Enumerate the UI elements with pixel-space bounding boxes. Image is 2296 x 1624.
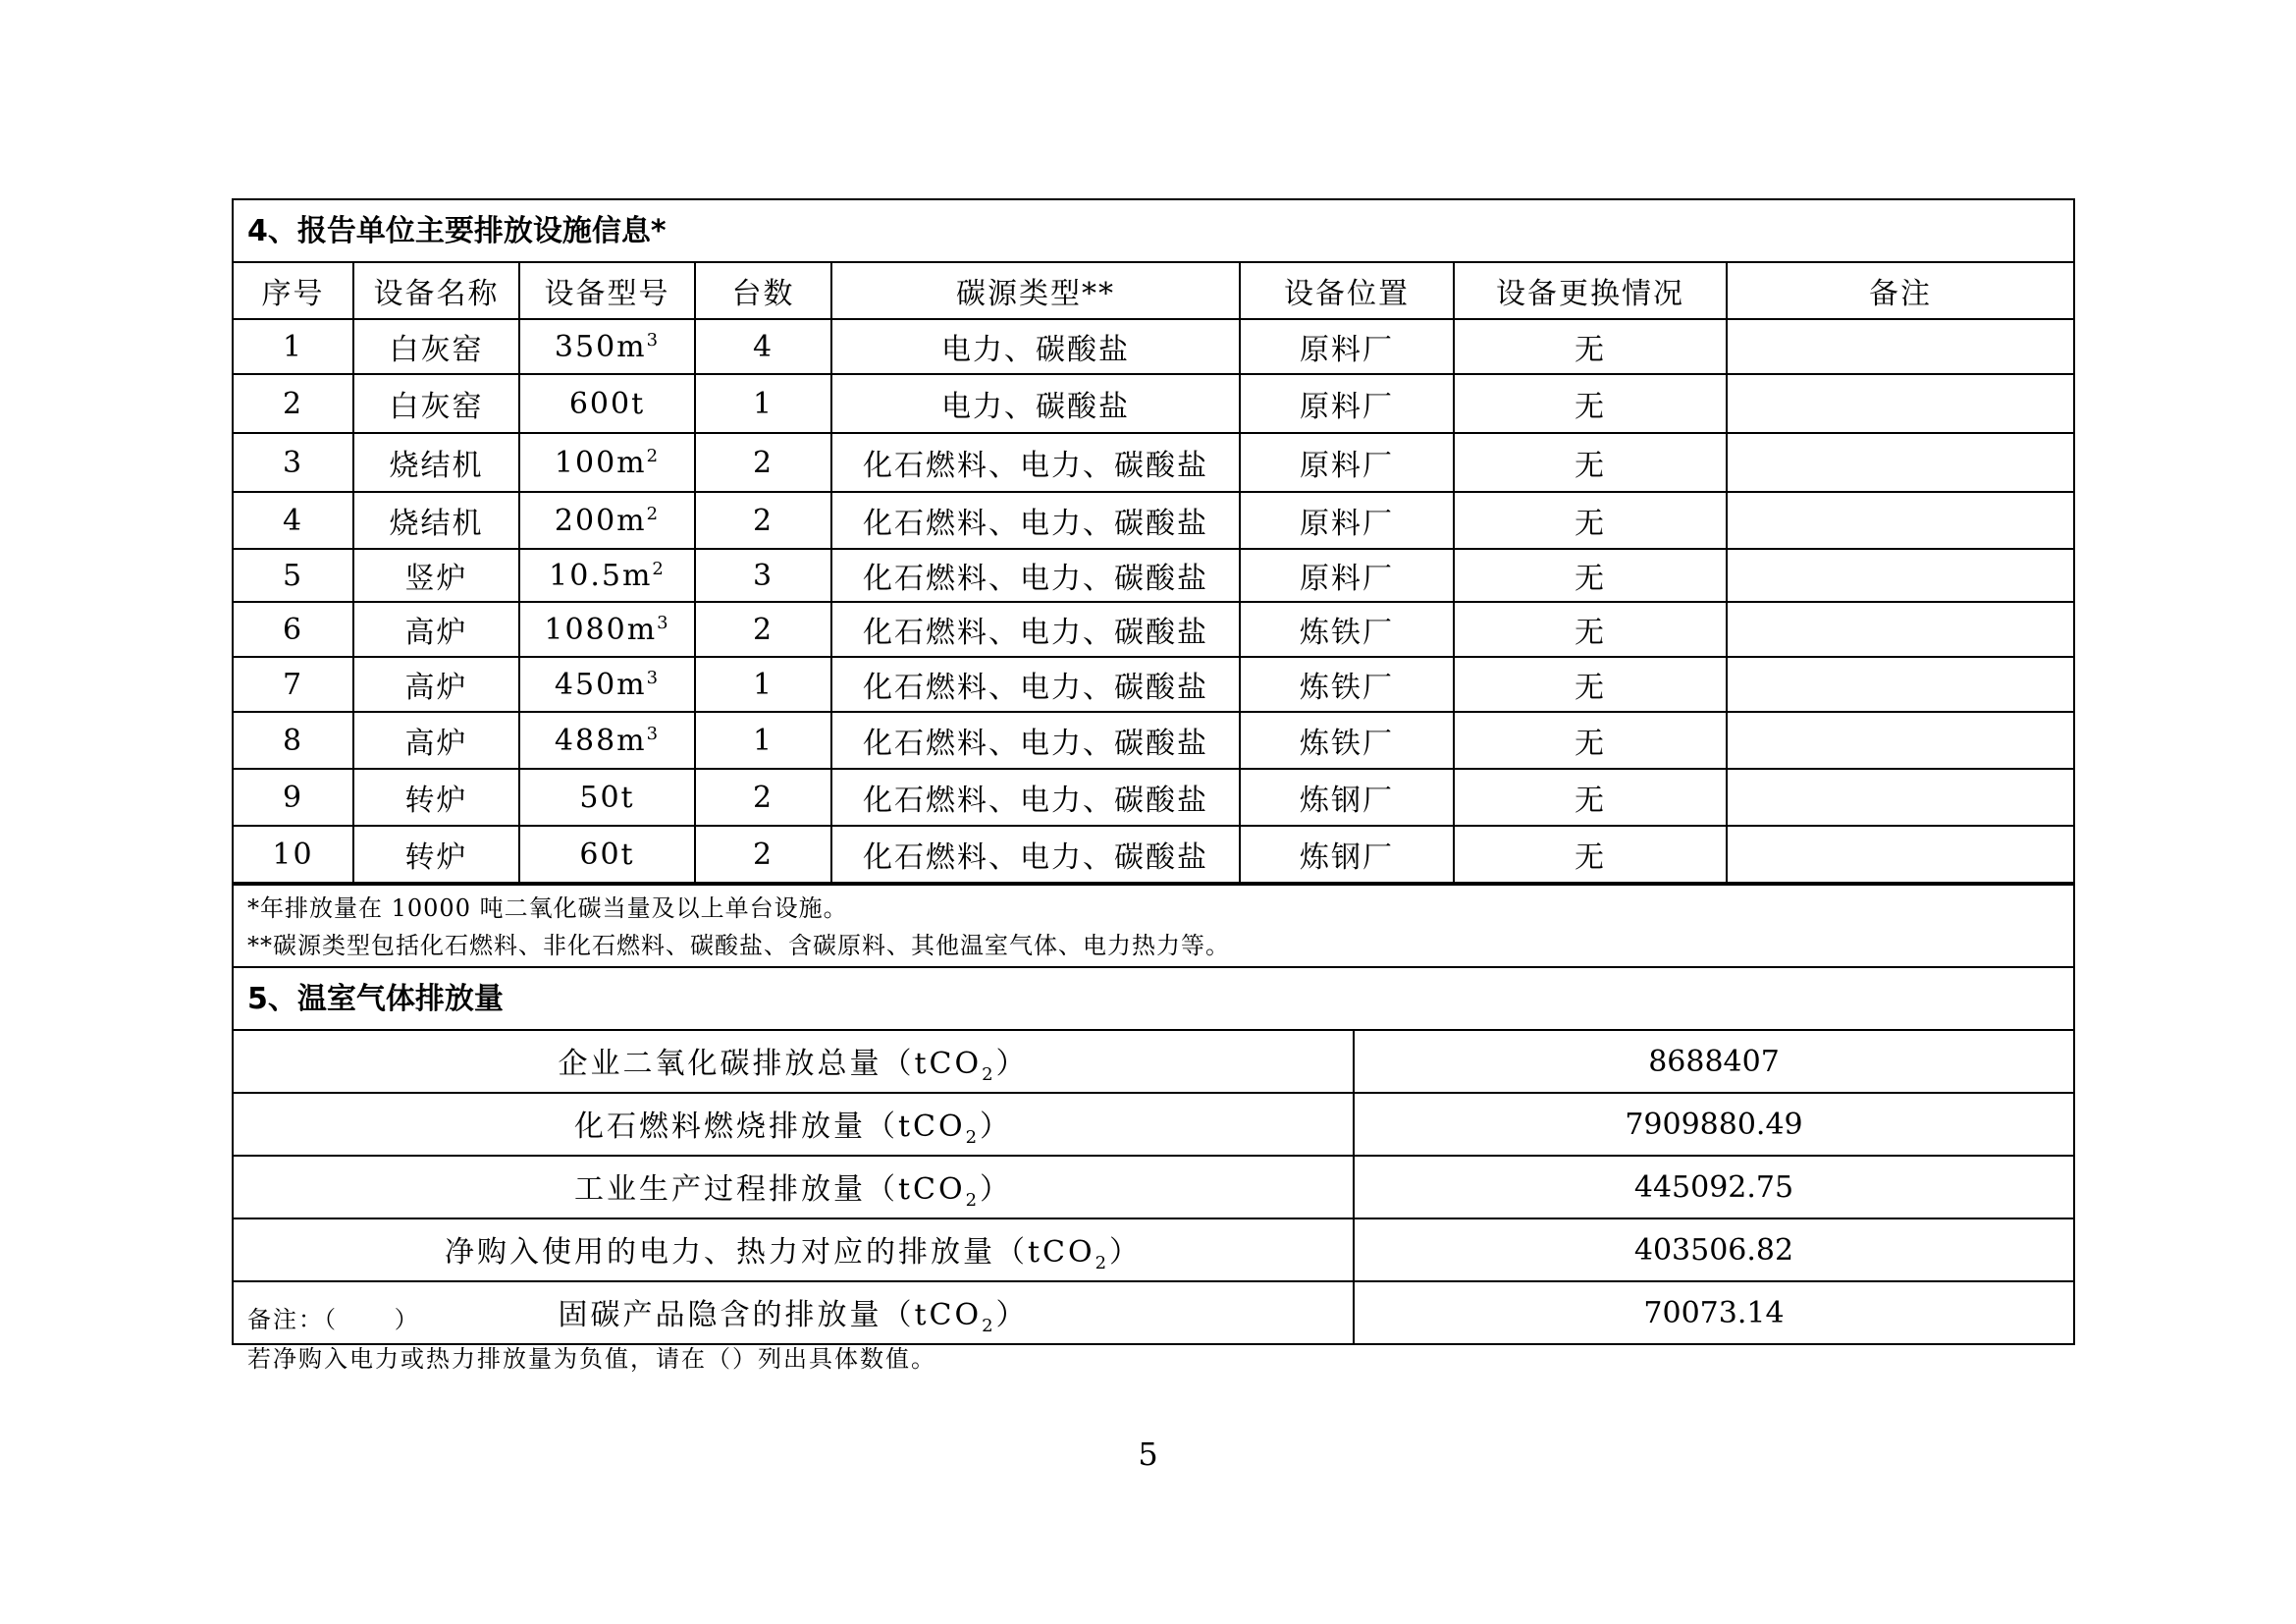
table-row: [234, 1156, 2073, 1218]
model-value: 450m: [554, 667, 647, 702]
cell-count: 1: [695, 657, 831, 712]
cell-count: 2: [695, 769, 831, 826]
cell-source: 化石燃料、电力、碳酸盐: [831, 602, 1240, 657]
cell-model: [519, 492, 695, 549]
emission-label-close: ）: [980, 1171, 1013, 1207]
cell-count: 2: [695, 433, 831, 492]
emission-label-close: ）: [995, 1046, 1029, 1081]
header-source: 碳源类型**: [831, 263, 1240, 319]
cell-no: 5: [234, 549, 353, 602]
emission-label-close: ）: [980, 1109, 1013, 1144]
cell-note: [1727, 826, 2073, 883]
table-row: [234, 433, 2073, 492]
remarks-line-2: 若净购入电力或热力排放量为负值，请在（）列出具体数值。: [247, 1345, 936, 1373]
cell-location: 原料厂: [1240, 319, 1454, 374]
cell-note: [1727, 319, 2073, 374]
header-replace: 设备更换情况: [1454, 263, 1727, 319]
footnote-2: **碳源类型包括化石燃料、非化石燃料、碳酸盐、含碳原料、其他温室气体、电力热力等。: [247, 932, 1230, 959]
model-exponent: 3: [646, 667, 661, 688]
remarks-line-1: 备注：（ ）: [247, 1306, 420, 1333]
cell-no: 6: [234, 602, 353, 657]
model-value: 200m: [554, 503, 647, 538]
cell-replace: 无: [1454, 769, 1727, 826]
table-row: [234, 319, 2073, 374]
cell-name: 白灰窑: [353, 319, 519, 374]
cell-note: [1727, 602, 2073, 657]
cell-replace: 无: [1454, 319, 1727, 374]
cell-replace: 无: [1454, 433, 1727, 492]
cell-note: [1727, 657, 2073, 712]
emission-value: 70073.14: [1354, 1281, 2073, 1343]
cell-location: 炼铁厂: [1240, 602, 1454, 657]
model-value: 350m: [554, 329, 647, 364]
emission-label: [234, 1218, 1354, 1281]
cell-no: 4: [234, 492, 353, 549]
header-location: 设备位置: [1240, 263, 1454, 319]
cell-note: [1727, 712, 2073, 769]
cell-model: [519, 549, 695, 602]
emission-label-text: 化石燃料燃烧排放量（tCO: [573, 1109, 966, 1144]
cell-count: 2: [695, 492, 831, 549]
model-exponent: 3: [646, 723, 661, 744]
cell-name: 高炉: [353, 657, 519, 712]
cell-model: [519, 319, 695, 374]
cell-count: 2: [695, 602, 831, 657]
cell-location: 原料厂: [1240, 492, 1454, 549]
cell-replace: 无: [1454, 374, 1727, 433]
table-row: [234, 602, 2073, 657]
header-model: 设备型号: [519, 263, 695, 319]
cell-count: 4: [695, 319, 831, 374]
cell-location: 原料厂: [1240, 374, 1454, 433]
table-row: [234, 374, 2073, 433]
table-row: [234, 1218, 2073, 1281]
model-value: 50t: [579, 780, 635, 815]
cell-replace: 无: [1454, 602, 1727, 657]
emission-label-text: 固碳产品隐含的排放量（tCO: [558, 1297, 983, 1332]
cell-note: [1727, 549, 2073, 602]
cell-no: 9: [234, 769, 353, 826]
cell-count: 3: [695, 549, 831, 602]
cell-no: 1: [234, 319, 353, 374]
cell-model: [519, 826, 695, 883]
cell-name: 白灰窑: [353, 374, 519, 433]
cell-location: 炼钢厂: [1240, 769, 1454, 826]
emissions-table: [234, 1031, 2073, 1343]
cell-model: [519, 602, 695, 657]
page-number: 5: [1138, 1435, 1158, 1473]
table-row: [234, 549, 2073, 602]
section4-footnotes: [234, 884, 2073, 968]
model-value: 10.5m: [549, 558, 653, 593]
model-value: 600t: [568, 386, 646, 421]
cell-source: 化石燃料、电力、碳酸盐: [831, 433, 1240, 492]
cell-model: [519, 374, 695, 433]
emission-label: [234, 1031, 1354, 1093]
section5-title: 5、温室气体排放量: [234, 968, 2073, 1031]
emission-label-subscript: 2: [982, 1063, 996, 1085]
cell-no: 10: [234, 826, 353, 883]
cell-location: 原料厂: [1240, 549, 1454, 602]
emission-value: 8688407: [1354, 1031, 2073, 1093]
emission-label-text: 净购入使用的电力、热力对应的排放量（tCO: [444, 1234, 1095, 1270]
emission-label-text: 工业生产过程排放量（tCO: [573, 1171, 966, 1207]
model-exponent: 2: [646, 445, 661, 466]
emission-value: 403506.82: [1354, 1218, 2073, 1281]
cell-location: 原料厂: [1240, 433, 1454, 492]
emission-label-text: 企业二氧化碳排放总量（tCO: [558, 1046, 983, 1081]
emission-label-subscript: 2: [1095, 1252, 1110, 1273]
cell-source: 电力、碳酸盐: [831, 319, 1240, 374]
cell-name: 烧结机: [353, 492, 519, 549]
table-row: [234, 1031, 2073, 1093]
cell-name: 高炉: [353, 712, 519, 769]
equipment-header-row: [234, 263, 2073, 319]
model-exponent: 3: [646, 329, 661, 351]
cell-location: 炼钢厂: [1240, 826, 1454, 883]
model-exponent: 3: [657, 612, 670, 633]
cell-model: [519, 712, 695, 769]
header-note: 备注: [1727, 263, 2073, 319]
cell-replace: 无: [1454, 712, 1727, 769]
cell-no: 3: [234, 433, 353, 492]
emission-label-close: ）: [1109, 1234, 1143, 1270]
cell-name: 高炉: [353, 602, 519, 657]
cell-replace: 无: [1454, 826, 1727, 883]
cell-no: 8: [234, 712, 353, 769]
model-exponent: 2: [646, 503, 661, 524]
header-name: 设备名称: [353, 263, 519, 319]
model-value: 100m: [554, 445, 647, 480]
cell-name: 竖炉: [353, 549, 519, 602]
header-no: 序号: [234, 263, 353, 319]
model-exponent: 2: [652, 558, 666, 579]
emission-label-close: ）: [995, 1297, 1029, 1332]
cell-name: 转炉: [353, 769, 519, 826]
emission-value: 7909880.49: [1354, 1093, 2073, 1156]
model-value: 488m: [554, 723, 647, 758]
cell-source: 化石燃料、电力、碳酸盐: [831, 492, 1240, 549]
table-row: [234, 492, 2073, 549]
cell-count: 1: [695, 374, 831, 433]
cell-replace: 无: [1454, 657, 1727, 712]
emission-label-subscript: 2: [965, 1126, 981, 1148]
cell-count: 2: [695, 826, 831, 883]
cell-model: [519, 433, 695, 492]
cell-source: 电力、碳酸盐: [831, 374, 1240, 433]
cell-no: 2: [234, 374, 353, 433]
cell-model: [519, 769, 695, 826]
cell-replace: 无: [1454, 549, 1727, 602]
table-row: [234, 1093, 2073, 1156]
emission-label: [234, 1093, 1354, 1156]
equipment-table: [234, 263, 2073, 884]
cell-model: [519, 657, 695, 712]
cell-count: 1: [695, 712, 831, 769]
model-value: 60t: [579, 837, 635, 872]
table-row: [234, 826, 2073, 883]
cell-name: 烧结机: [353, 433, 519, 492]
footnote-1: *年排放量在 10000 吨二氧化碳当量及以上单台设施。: [247, 894, 848, 922]
remarks: [247, 1300, 936, 1379]
emission-label-subscript: 2: [965, 1189, 981, 1211]
cell-source: 化石燃料、电力、碳酸盐: [831, 769, 1240, 826]
emission-value: 445092.75: [1354, 1156, 2073, 1218]
cell-source: 化石燃料、电力、碳酸盐: [831, 657, 1240, 712]
cell-note: [1727, 374, 2073, 433]
cell-note: [1727, 492, 2073, 549]
emission-label: [234, 1156, 1354, 1218]
model-value: 1080m: [544, 612, 658, 647]
table-row: [234, 712, 2073, 769]
cell-source: 化石燃料、电力、碳酸盐: [831, 826, 1240, 883]
cell-location: 炼铁厂: [1240, 657, 1454, 712]
table-row: [234, 657, 2073, 712]
cell-replace: 无: [1454, 492, 1727, 549]
cell-no: 7: [234, 657, 353, 712]
cell-source: 化石燃料、电力、碳酸盐: [831, 549, 1240, 602]
cell-location: 炼铁厂: [1240, 712, 1454, 769]
section4-title: 4、报告单位主要排放设施信息*: [234, 200, 2073, 263]
report-form: [232, 198, 2075, 1345]
cell-source: 化石燃料、电力、碳酸盐: [831, 712, 1240, 769]
table-row: [234, 769, 2073, 826]
cell-note: [1727, 433, 2073, 492]
cell-note: [1727, 769, 2073, 826]
header-count: 台数: [695, 263, 831, 319]
emission-label-subscript: 2: [982, 1315, 996, 1336]
cell-name: 转炉: [353, 826, 519, 883]
